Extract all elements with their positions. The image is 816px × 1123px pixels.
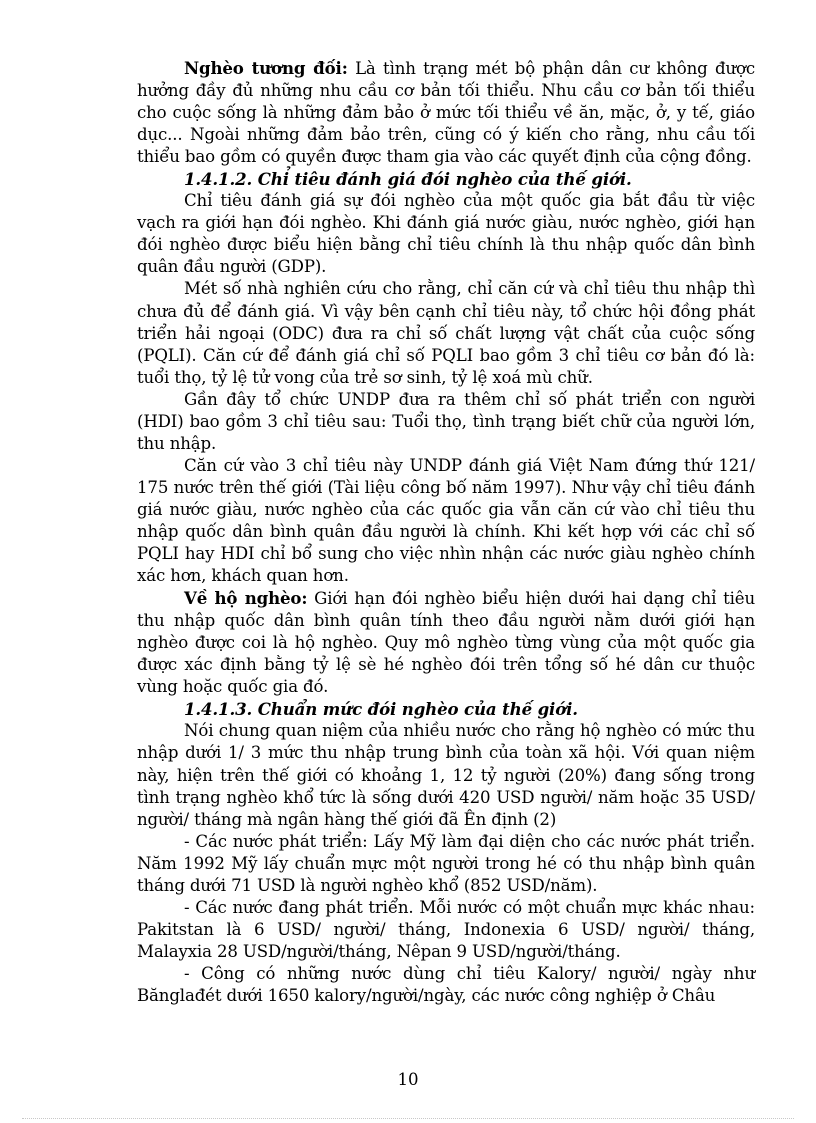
bullet-developed-countries: - Các nước phát triển: Lấy Mỹ làm đại diện cho các nước phát triển. Năm 1992 Mỹ lấy chuẩn mực một người trong hé có thu nhập bình quân tháng dưới 71 USD là người nghèo khổ (852 USD/năm).	[137, 831, 755, 895]
paragraph-pqli: Mét số nhà nghiên cứu cho rằng, chỉ căn cứ và chỉ tiêu thu nhập thì chưa đủ để đánh giá. Vì vậy bên cạnh chỉ tiêu này, tổ chức hội đồng phát triển hải ngoại (ODC) đưa ra chỉ số chất lượng vật chất của cuộc sống (PQLI). Căn cứ để đánh giá chỉ số PQLI bao gồm 3 chỉ tiêu cơ bản đó là: tuổi thọ, tỷ lệ tử vong của trẻ sơ sinh, tỷ lệ xoá mù chữ.	[137, 279, 755, 387]
page-number: 10	[397, 1070, 419, 1089]
section-heading-1-4-1-2: 1.4.1.2. Chỉ tiêu đánh giá đói nghèo của thế giới.	[184, 169, 632, 190]
paragraph-relative-poverty	[137, 57, 755, 168]
paragraph-hdi: Gần đây tổ chức UNDP đưa ra thêm chỉ số phát triển con người (HDI) bao gồm 3 chỉ tiêu sau: Tuổi thọ, tình trạng biết chữ của người lớn, thu nhập.	[137, 389, 755, 453]
bullet-developing-countries: - Các nước đang phát triển. Mỗi nước có một chuẩn mực khác nhau: Pakitstan là 6 USD/ người/ tháng, Indonexia 6 USD/ người/ tháng, Malayxia 28 USD/người/tháng, Nêpan 9 USD/người/tháng.	[137, 897, 755, 961]
term-poor-households: Về hộ nghèo:	[184, 588, 308, 609]
paragraph-text: Là tình trạng mét bộ phận dân cư không được hưởng đầy đủ những nhu cầu cơ bản tối thiểu. Nhu cầu cơ bản tối thiểu cho cuộc sống là những đảm bảo ở mức tối thiểu về ăn, mặc, ở, y tế, giáo dục... Ngoài những đảm bảo trên, cũng có ý kiến cho rằng, nhu cầu tối thiểu bao gồm có quyền được tham gia vào các quyết định của cộng đồng.	[137, 59, 755, 167]
paragraph-poverty-standard: Nói chung quan niệm của nhiều nước cho rằng hộ nghèo có mức thu nhập dưới 1/ 3 mức thu nhập trung bình của toàn xã hội. Với quan niệm này, hiện trên thế giới có khoảng 1, 12 tỷ người (20%) đang sống trong tình trạng nghèo khổ tức là sống dưới 420 USD người/ năm hoặc 35 USD/ người/ tháng mà ngân hàng thế giới đã Ên định (2)	[137, 721, 755, 829]
footer-divider	[22, 1118, 794, 1119]
paragraph-undp-ranking: Căn cứ vào 3 chỉ tiêu này UNDP đánh giá Việt Nam đứng thứ 121/ 175 nước trên thế giới (Tài liệu công bố năm 1997). Như vậy chỉ tiêu đánh giá nước giàu, nước nghèo của các quốc gia vẫn căn cứ vào chỉ tiêu thu nhập quốc dân bình quân đầu người là chính. Khi kết hợp với các chỉ số PQLI hay HDI chỉ bổ sung cho việc nhìn nhận các nước giàu nghèo chính xác hơn, khách quan hơn.	[137, 455, 755, 586]
page-body	[137, 57, 755, 1007]
paragraph-poor-households	[137, 587, 755, 698]
bullet-kalory-criteria: - Công có những nước dùng chỉ tiêu Kalory/ người/ ngày như Bănglađét dưới 1650 kalory/người/ngày, các nước công nghiệp ở Châu	[137, 963, 755, 1005]
paragraph-text: Giới hạn đói nghèo biểu hiện dưới hai dạng chỉ tiêu thu nhập quốc dân bình quân tính theo đầu người nằm dưới giới hạn nghèo được coi là hộ nghèo. Quy mô nghèo từng vùng của một quốc gia được xác định bằng tỷ lệ sè hé nghèo đói trên tổng số hé dân cư thuộc vùng hoặc quốc gia đó.	[137, 589, 755, 697]
paragraph-gdp-criteria: Chỉ tiêu đánh giá sự đói nghèo của một quốc gia bắt đầu từ việc vạch ra giới hạn đói nghèo. Khi đánh giá nước giàu, nước nghèo, giới hạn đói nghèo được biểu hiện bằng chỉ tiêu chính là thu nhập quốc dân bình quân đầu người (GDP).	[137, 191, 755, 277]
term-relative-poverty: Nghèo tương đối:	[184, 58, 348, 78]
section-heading-1-4-1-3: 1.4.1.3. Chuẩn mức đói nghèo của thế giới.	[184, 699, 578, 720]
